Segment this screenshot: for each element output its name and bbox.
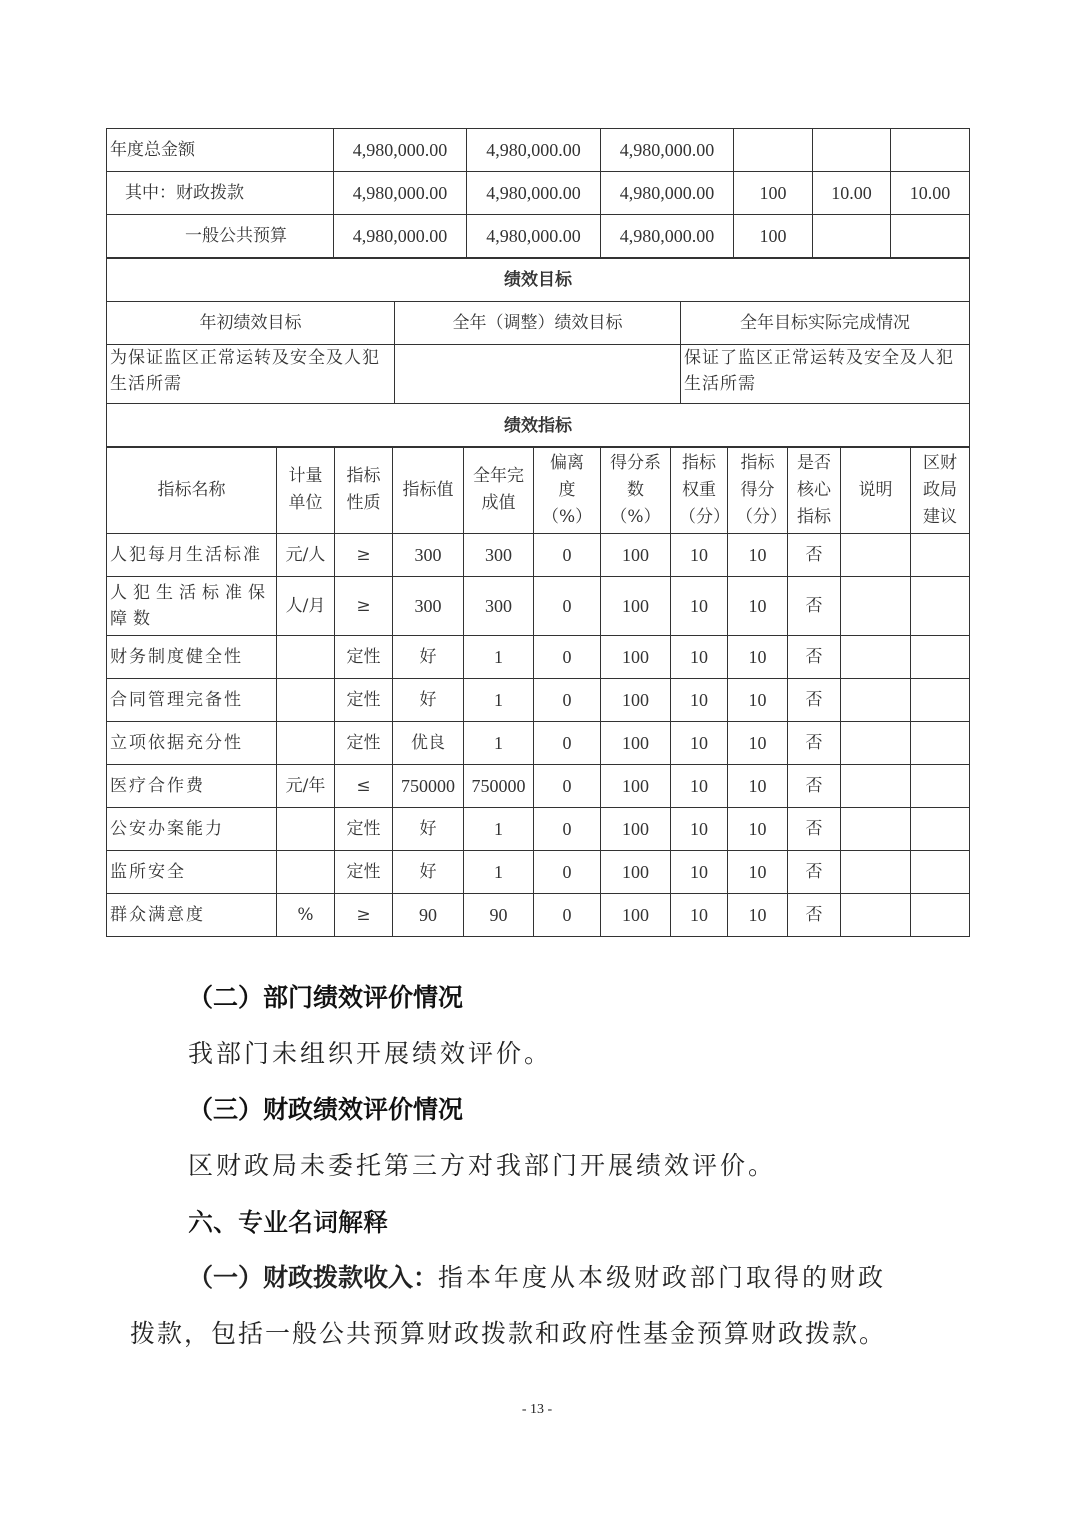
indicator-cell: 10 — [728, 577, 788, 636]
funding-table — [106, 128, 970, 258]
indicator-cell — [841, 636, 911, 679]
indicator-cell: 定性 — [335, 808, 393, 851]
page-number: - 13 - — [521, 1402, 553, 1417]
glossary-term: （一）财政拨款收入： — [188, 1263, 439, 1292]
indicator-cell — [277, 722, 335, 765]
indicator-cell: 100 — [601, 851, 671, 894]
fiscal-eval-text: 区财政局未委托第三方对我部门开展绩效评价。 — [188, 1151, 777, 1180]
indicator-cell: 10 — [728, 636, 788, 679]
cell — [813, 129, 891, 172]
indicator-cell: 否 — [788, 534, 841, 577]
indicator-header: 计量单位 — [277, 447, 335, 534]
cell: 4,980,000.00 — [334, 172, 467, 215]
dept-eval-heading: （二）部门绩效评价情况 — [188, 983, 464, 1012]
indicator-cell: ≥ — [335, 577, 393, 636]
indicator-cell — [911, 577, 970, 636]
cell — [891, 215, 970, 258]
table-row — [107, 129, 970, 172]
indicator-cell — [841, 808, 911, 851]
row-label: 年度总金额 — [107, 129, 334, 172]
goal-value — [395, 345, 681, 404]
indicator-cell — [841, 534, 911, 577]
indicator-cell — [841, 679, 911, 722]
indicator-cell: 100 — [601, 636, 671, 679]
indicator-cell: 1 — [464, 851, 534, 894]
goals-table — [106, 258, 970, 448]
indicator-cell: 人/月 — [277, 577, 335, 636]
indicator-cell: 1 — [464, 808, 534, 851]
indicator-cell — [841, 722, 911, 765]
indicator-cell — [911, 851, 970, 894]
indicator-cell: 0 — [534, 851, 601, 894]
indicator-cell: 90 — [393, 894, 464, 937]
goal-value: 为保证监区正常运转及安全及人犯生活所需 — [107, 345, 395, 404]
indicator-cell: 否 — [788, 636, 841, 679]
indicators-title: 绩效指标 — [107, 404, 970, 448]
goals-title: 绩效目标 — [107, 259, 970, 302]
indicator-cell: 10 — [671, 808, 728, 851]
indicator-cell: 否 — [788, 851, 841, 894]
indicator-name: 财务制度健全性 — [107, 636, 277, 679]
row-label: 一般公共预算 — [107, 215, 334, 258]
indicator-name: 人犯每月生活标准 — [107, 534, 277, 577]
cell: 4,980,000.00 — [467, 215, 601, 258]
indicator-cell — [911, 894, 970, 937]
goal-header: 年初绩效目标 — [107, 302, 395, 345]
cell — [734, 129, 813, 172]
indicator-header: 指标性质 — [335, 447, 393, 534]
indicator-cell: 定性 — [335, 636, 393, 679]
indicator-cell: 定性 — [335, 679, 393, 722]
indicator-cell: 1 — [464, 679, 534, 722]
indicator-cell — [911, 636, 970, 679]
fiscal-eval-heading: （三）财政绩效评价情况 — [188, 1095, 464, 1124]
indicator-cell: 好 — [393, 679, 464, 722]
indicator-cell — [911, 679, 970, 722]
indicator-header: 区财政局建议 — [911, 447, 970, 534]
indicator-name: 合同管理完备性 — [107, 679, 277, 722]
indicator-header: 得分系数（%） — [601, 447, 671, 534]
table-row — [107, 172, 970, 215]
indicators-header-row — [107, 447, 970, 534]
indicator-cell: 否 — [788, 894, 841, 937]
indicator-cell: 0 — [534, 577, 601, 636]
indicator-cell: 300 — [464, 577, 534, 636]
indicator-cell: 300 — [393, 534, 464, 577]
glossary-text: 指本年度从本级财政部门取得的财政 — [438, 1263, 887, 1292]
indicator-cell: 定性 — [335, 722, 393, 765]
indicator-cell: 100 — [601, 722, 671, 765]
indicator-cell — [277, 679, 335, 722]
indicator-cell: 300 — [464, 534, 534, 577]
indicator-cell: 1 — [464, 636, 534, 679]
row-label: 其中：财政拨款 — [107, 172, 334, 215]
cell: 4,980,000.00 — [467, 129, 601, 172]
indicator-cell: 否 — [788, 577, 841, 636]
indicator-cell: 否 — [788, 765, 841, 808]
indicator-header: 指标权重（分） — [671, 447, 728, 534]
indicator-cell: 0 — [534, 679, 601, 722]
indicator-cell: % — [277, 894, 335, 937]
dept-eval-text: 我部门未组织开展绩效评价。 — [188, 1039, 553, 1068]
indicator-cell: 100 — [601, 765, 671, 808]
indicator-cell: 100 — [601, 894, 671, 937]
indicator-cell — [911, 765, 970, 808]
indicator-name: 群众满意度 — [107, 894, 277, 937]
cell: 4,980,000.00 — [601, 215, 734, 258]
goal-header: 全年（调整）绩效目标 — [395, 302, 681, 345]
cell: 100 — [734, 215, 813, 258]
indicator-cell: 10 — [671, 577, 728, 636]
indicator-header: 指标得分（分） — [728, 447, 788, 534]
indicator-cell: 100 — [601, 679, 671, 722]
indicator-cell: 元/年 — [277, 765, 335, 808]
indicator-cell: 10 — [728, 894, 788, 937]
cell: 4,980,000.00 — [601, 129, 734, 172]
indicator-cell: 750000 — [393, 765, 464, 808]
table-row — [107, 894, 970, 937]
indicator-cell — [911, 534, 970, 577]
indicator-cell: 否 — [788, 808, 841, 851]
cell: 4,980,000.00 — [601, 172, 734, 215]
table-row — [107, 808, 970, 851]
table-row — [107, 679, 970, 722]
indicator-cell — [841, 851, 911, 894]
indicator-cell: 0 — [534, 722, 601, 765]
glossary-item-line2: 拨款，包括一般公共预算财政拨款和政府性基金预算财政拨款。 — [130, 1319, 887, 1348]
indicator-cell: 0 — [534, 765, 601, 808]
table-row — [107, 636, 970, 679]
indicator-name: 监所安全 — [107, 851, 277, 894]
indicator-name: 立项依据充分性 — [107, 722, 277, 765]
indicator-cell: ≥ — [335, 894, 393, 937]
indicator-header: 偏离度（%） — [534, 447, 601, 534]
indicator-cell: 10 — [728, 679, 788, 722]
cell: 4,980,000.00 — [467, 172, 601, 215]
indicator-cell: 否 — [788, 722, 841, 765]
indicator-header: 指标名称 — [107, 447, 277, 534]
indicator-cell: 0 — [534, 534, 601, 577]
indicator-cell: 10 — [728, 808, 788, 851]
indicator-cell: 100 — [601, 577, 671, 636]
indicator-header: 全年完成值 — [464, 447, 534, 534]
indicator-cell: 750000 — [464, 765, 534, 808]
indicator-cell — [277, 636, 335, 679]
indicators-table — [106, 446, 970, 937]
goal-header: 全年目标实际完成情况 — [681, 302, 970, 345]
indicator-cell: 100 — [601, 534, 671, 577]
indicator-cell — [277, 808, 335, 851]
indicator-name: 公安办案能力 — [107, 808, 277, 851]
indicator-cell: 10 — [671, 722, 728, 765]
indicator-cell: 好 — [393, 636, 464, 679]
table-row — [107, 765, 970, 808]
indicator-cell: 10 — [728, 765, 788, 808]
indicator-cell: 0 — [534, 808, 601, 851]
table-row — [107, 534, 970, 577]
indicator-name: 人犯生活标准保障数 — [107, 577, 277, 636]
table-row — [107, 851, 970, 894]
cell — [813, 215, 891, 258]
indicator-cell: 好 — [393, 808, 464, 851]
indicator-cell: 10 — [671, 765, 728, 808]
indicator-cell: 0 — [534, 894, 601, 937]
indicator-header: 指标值 — [393, 447, 464, 534]
indicator-cell: 1 — [464, 722, 534, 765]
indicator-cell: 90 — [464, 894, 534, 937]
indicator-cell: 10 — [728, 851, 788, 894]
indicator-cell: 10 — [728, 534, 788, 577]
goal-value: 保证了监区正常运转及安全及人犯生活所需 — [681, 345, 970, 404]
cell: 100 — [734, 172, 813, 215]
indicator-cell: 10 — [671, 534, 728, 577]
cell — [891, 129, 970, 172]
indicator-cell: 0 — [534, 636, 601, 679]
table-row — [107, 722, 970, 765]
cell: 4,980,000.00 — [334, 129, 467, 172]
indicator-cell: 300 — [393, 577, 464, 636]
indicator-cell: 否 — [788, 679, 841, 722]
cell: 4,980,000.00 — [334, 215, 467, 258]
indicator-cell: 10 — [671, 679, 728, 722]
indicator-cell: 元/人 — [277, 534, 335, 577]
indicator-cell — [277, 851, 335, 894]
cell: 10.00 — [813, 172, 891, 215]
indicator-header: 说明 — [841, 447, 911, 534]
cell: 10.00 — [891, 172, 970, 215]
indicator-name: 医疗合作费 — [107, 765, 277, 808]
indicator-cell: 10 — [671, 894, 728, 937]
table-row — [107, 215, 970, 258]
indicator-cell: 10 — [671, 636, 728, 679]
glossary-item-line1 — [188, 1258, 886, 1294]
indicator-cell: 10 — [728, 722, 788, 765]
indicator-cell: 定性 — [335, 851, 393, 894]
indicator-cell: 100 — [601, 808, 671, 851]
indicator-cell: 好 — [393, 851, 464, 894]
indicator-cell — [841, 894, 911, 937]
indicator-cell: ≥ — [335, 534, 393, 577]
indicator-cell: 10 — [671, 851, 728, 894]
indicator-cell — [911, 722, 970, 765]
table-row — [107, 577, 970, 636]
indicator-cell: 优良 — [393, 722, 464, 765]
glossary-heading: 六、专业名词解释 — [188, 1208, 389, 1237]
indicator-cell — [841, 577, 911, 636]
indicator-header: 是否核心指标 — [788, 447, 841, 534]
indicator-cell — [841, 765, 911, 808]
indicator-cell — [911, 808, 970, 851]
indicator-cell: ≤ — [335, 765, 393, 808]
